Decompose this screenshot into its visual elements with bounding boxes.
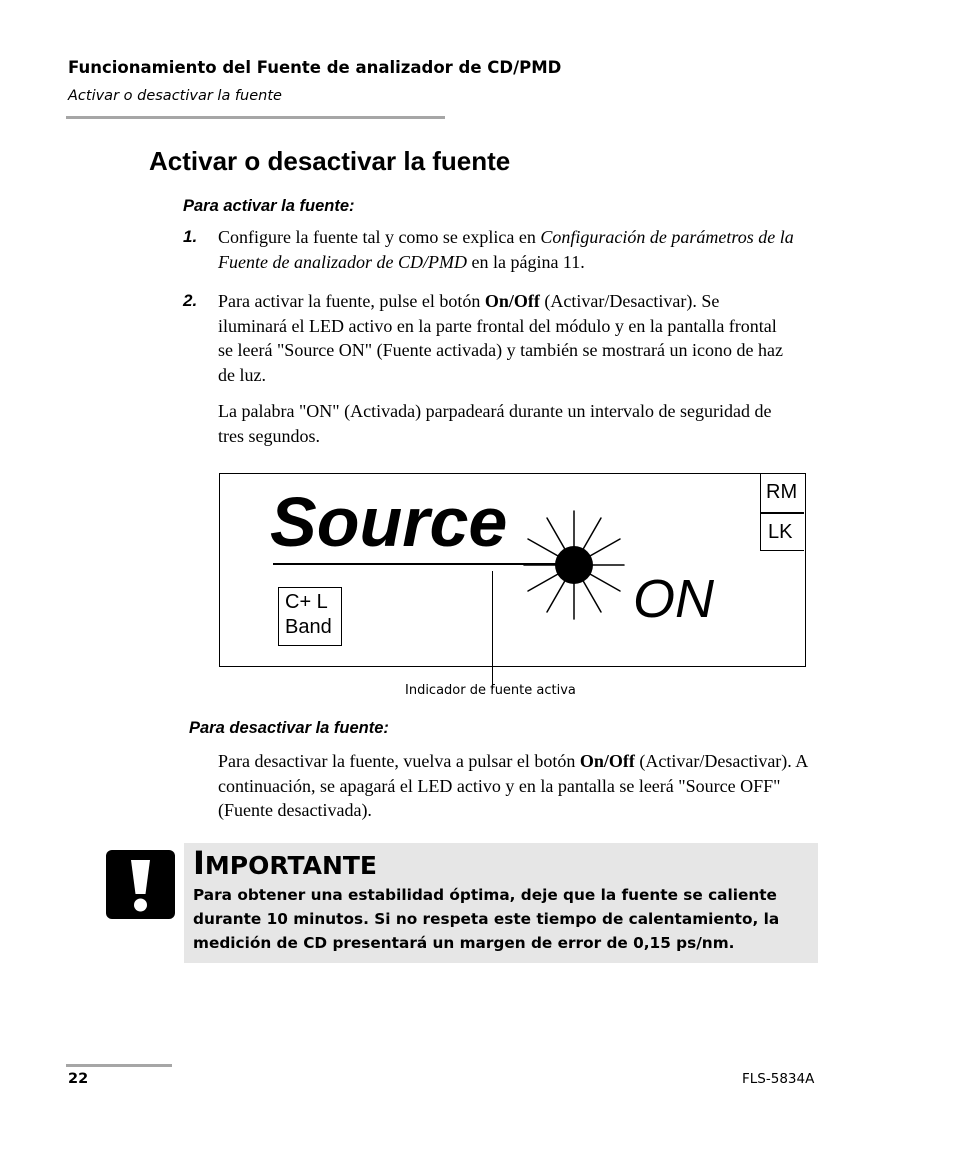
- footer-rule: [66, 1064, 172, 1067]
- step-1-text: Configure la fuente tal y como se explica en Configuración de parámetros de la Fuente de analizador de CD/PMD en la página 11.: [218, 227, 794, 272]
- callout-leader-line: [492, 571, 493, 689]
- light-beam-icon: [522, 508, 626, 622]
- display-on-text: ON: [633, 569, 714, 629]
- step-2-text: Para activar la fuente, pulse el botón On/Off (Activar/Desactivar). Se iluminará el LED activo en la parte frontal del módulo y en la pantalla frontal se leerá "Source ON" (Fuente activada) y también se mostrará un icono de haz de luz.: [218, 291, 783, 385]
- on-off-button-ref-2: On/Off: [579, 751, 635, 771]
- rm-lk-divider: [761, 512, 804, 514]
- display-source-text: Source: [270, 483, 508, 561]
- important-title: IMPORTANTE: [193, 844, 378, 882]
- step-2-note: La palabra "ON" (Activada) parpadeará durante un intervalo de seguridad de tres segundos.: [218, 401, 772, 446]
- step-2-number: 2.: [183, 291, 198, 310]
- on-off-button-ref: On/Off: [484, 291, 540, 311]
- section-title: Activar o desactivar la fuente: [149, 146, 511, 176]
- step-1-number: 1.: [183, 227, 198, 246]
- document-code: FLS-5834A: [742, 1071, 815, 1087]
- callout-label: Indicador de fuente activa: [405, 683, 576, 698]
- important-text: Para obtener una estabilidad óptima, deje que la fuente se caliente durante 10 minutos. Si no respeta este tiempo de calentamiento, la medición de CD presentará un margen de error de 0,15 ps/nm.: [193, 886, 780, 952]
- running-header-subtitle: Activar o desactivar la fuente: [68, 88, 282, 104]
- rm-indicator: RM: [766, 481, 798, 503]
- running-header-title: Funcionamiento del Fuente de analizador de CD/PMD: [68, 58, 562, 77]
- header-rule: [66, 116, 445, 119]
- lk-indicator: LK: [768, 521, 793, 543]
- display-underline: [273, 563, 559, 565]
- activate-heading: Para activar la fuente:: [183, 197, 355, 215]
- deactivate-text: Para desactivar la fuente, vuelva a pulsar el botón On/Off (Activar/Desactivar). A continuación, se apagará el LED activo y en la pantalla se leerá "Source OFF" (Fuente desactivada).: [218, 751, 808, 820]
- deactivate-heading: Para desactivar la fuente:: [189, 719, 389, 737]
- step-1-reference: Configuración de parámetros de la Fuente de analizador de CD/PMD: [218, 227, 794, 272]
- important-icon: [106, 850, 175, 919]
- band-indicator: C+ L Band: [285, 591, 332, 638]
- page-number: 22: [68, 1071, 89, 1087]
